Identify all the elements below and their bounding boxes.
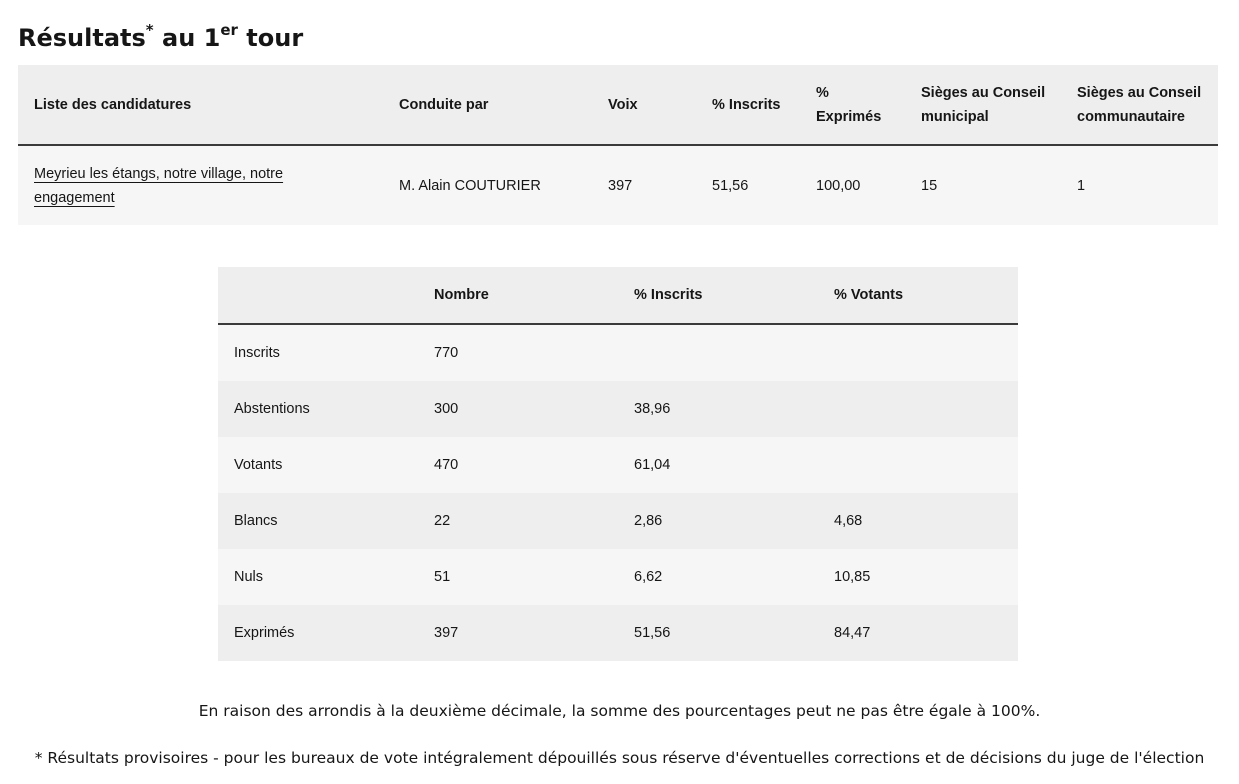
table-row bbox=[218, 605, 1018, 661]
col-pct-votants: % Votants bbox=[818, 267, 1018, 324]
col-pct-inscrits: % Inscrits bbox=[618, 267, 818, 324]
sieges-communautaire-cell: 1 bbox=[1061, 145, 1218, 225]
candidate-list-link[interactable]: Meyrieu les étangs, notre village, notre engagement bbox=[34, 165, 284, 206]
title-end: tour bbox=[237, 24, 304, 52]
row-nombre: 470 bbox=[418, 437, 618, 493]
row-nombre: 770 bbox=[418, 324, 618, 381]
col-label bbox=[218, 267, 418, 324]
table-row bbox=[218, 549, 1018, 605]
row-pct-votants bbox=[818, 381, 1018, 437]
row-nombre: 397 bbox=[418, 605, 618, 661]
row-label: Abstentions bbox=[218, 381, 418, 437]
participation-header-row bbox=[218, 267, 1018, 324]
table-row bbox=[218, 381, 1018, 437]
title-word: Résultats bbox=[18, 24, 146, 52]
row-pct-inscrits: 51,56 bbox=[618, 605, 818, 661]
col-conduite: Conduite par bbox=[383, 65, 592, 145]
table-row bbox=[218, 437, 1018, 493]
row-pct-inscrits: 6,62 bbox=[618, 549, 818, 605]
row-nombre: 300 bbox=[418, 381, 618, 437]
col-sieges-communautaire: Sièges au Conseil communautaire bbox=[1061, 65, 1218, 145]
table-row bbox=[218, 493, 1018, 549]
provisional-note: * Résultats provisoires - pour les bureaux de vote intégralement dépouillés sous réserve d'éventuelles corrections et de décisions du juge de l'élection bbox=[34, 749, 1205, 767]
row-label: Nuls bbox=[218, 549, 418, 605]
title-asterisk: * bbox=[145, 21, 154, 39]
sieges-municipal-cell: 15 bbox=[905, 145, 1061, 225]
conduite-cell: M. Alain COUTURIER bbox=[383, 145, 592, 225]
row-nombre: 51 bbox=[418, 549, 618, 605]
row-label: Exprimés bbox=[218, 605, 418, 661]
page-title bbox=[18, 12, 303, 58]
row-pct-inscrits: 38,96 bbox=[618, 381, 818, 437]
row-label: Blancs bbox=[218, 493, 418, 549]
results-header-row bbox=[18, 65, 1218, 145]
results-table bbox=[18, 65, 1218, 225]
exprimes-cell: 100,00 bbox=[800, 145, 905, 225]
table-row bbox=[218, 324, 1018, 381]
voix-cell: 397 bbox=[592, 145, 696, 225]
col-sieges-municipal: Sièges au Conseil municipal bbox=[905, 65, 1061, 145]
row-pct-votants bbox=[818, 437, 1018, 493]
row-nombre: 22 bbox=[418, 493, 618, 549]
rounding-note: En raison des arrondis à la deuxième décimale, la somme des pourcentages peut ne pas être égale à 100%. bbox=[198, 702, 1041, 720]
row-pct-inscrits: 2,86 bbox=[618, 493, 818, 549]
col-nombre: Nombre bbox=[418, 267, 618, 324]
row-pct-inscrits: 61,04 bbox=[618, 437, 818, 493]
col-inscrits: % Inscrits bbox=[696, 65, 800, 145]
candidate-cell bbox=[18, 145, 383, 225]
row-pct-votants: 4,68 bbox=[818, 493, 1018, 549]
title-mid: au 1 bbox=[153, 24, 221, 52]
row-pct-votants: 84,47 bbox=[818, 605, 1018, 661]
inscrits-cell: 51,56 bbox=[696, 145, 800, 225]
col-exprimes: % Exprimés bbox=[800, 65, 905, 145]
row-pct-votants bbox=[818, 324, 1018, 381]
row-pct-votants: 10,85 bbox=[818, 549, 1018, 605]
table-row bbox=[18, 145, 1218, 225]
row-label: Votants bbox=[218, 437, 418, 493]
title-ordinal: er bbox=[220, 21, 238, 39]
participation-table bbox=[218, 267, 1018, 661]
row-label: Inscrits bbox=[218, 324, 418, 381]
row-pct-inscrits bbox=[618, 324, 818, 381]
col-voix: Voix bbox=[592, 65, 696, 145]
col-liste: Liste des candidatures bbox=[18, 65, 383, 145]
